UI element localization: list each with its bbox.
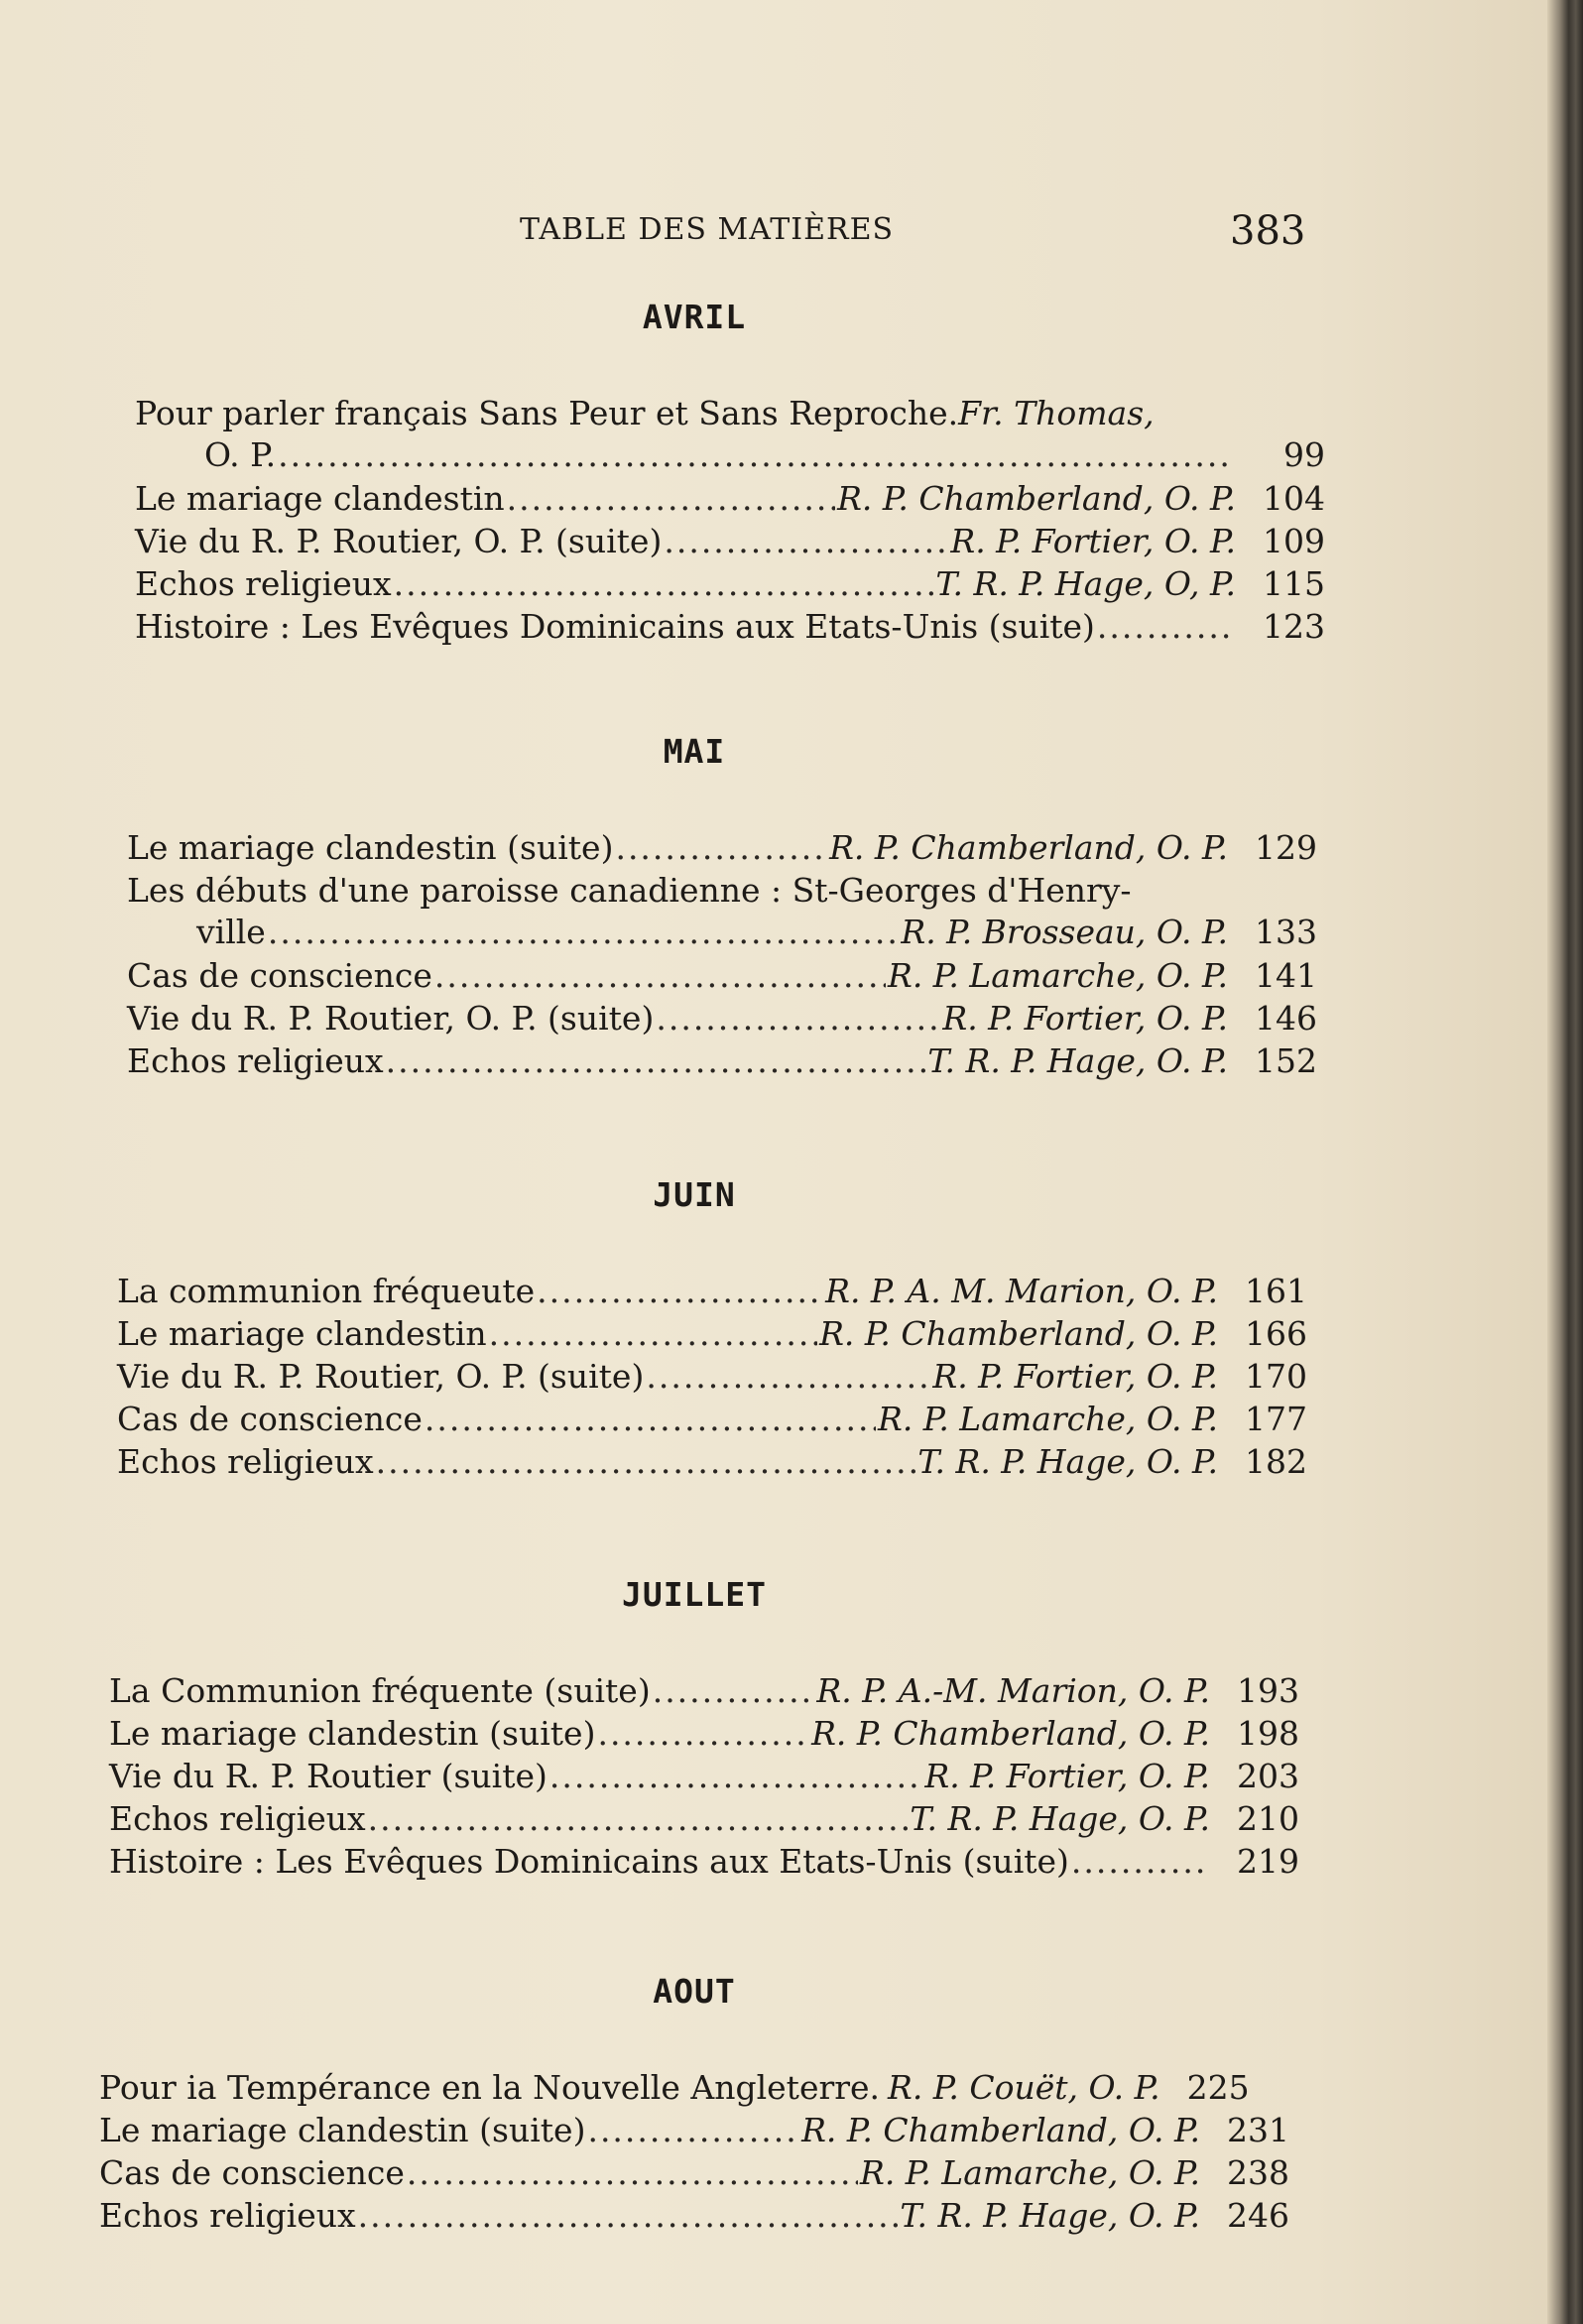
entry-author: R. P. Couët, O. P. xyxy=(888,2068,1160,2107)
entry-title: Echos religieux xyxy=(127,1041,384,1080)
dot-leader xyxy=(653,1670,815,1712)
entry-title: La communion fréqueute xyxy=(117,1272,536,1310)
entry-author-part: Fr. Thomas, xyxy=(958,394,1155,432)
entry-row xyxy=(109,1670,1299,1712)
toc-entry xyxy=(117,1399,1307,1440)
entry-author: R. P. Lamarche, O. P. xyxy=(887,956,1228,995)
toc-entry xyxy=(99,2195,1289,2237)
entry-page-number: 99 xyxy=(1283,435,1325,474)
page-number: 383 xyxy=(1230,208,1306,254)
toc-entry xyxy=(117,1356,1307,1398)
toc-entry xyxy=(99,2152,1289,2194)
toc-entry xyxy=(135,563,1325,605)
entry-page-number: 115 xyxy=(1263,564,1325,603)
toc-entry xyxy=(109,1841,1299,1883)
entry-author: R. P. A. M. Marion, O. P. xyxy=(825,1272,1218,1310)
entry-title: Pour ia Tempérance en la Nouvelle Angleterre. xyxy=(99,2068,881,2107)
entry-row xyxy=(99,2067,1289,2109)
entry-title: Le mariage clandestin xyxy=(117,1314,487,1353)
entry-row xyxy=(99,2110,1289,2151)
entry-title: La Communion fréquente (suite) xyxy=(109,1671,651,1710)
entry-page-number: 238 xyxy=(1227,2153,1289,2192)
entry-page-number: 231 xyxy=(1227,2111,1289,2149)
entry-author: R. P. Chamberland, O. P. xyxy=(811,1714,1210,1753)
dot-leader xyxy=(489,1313,817,1355)
dot-leader xyxy=(507,478,835,520)
dot-leader xyxy=(1071,1841,1208,1883)
dot-leader xyxy=(656,998,940,1040)
entry-row xyxy=(99,2152,1289,2194)
entry-page-number: 219 xyxy=(1237,1842,1299,1881)
entry-row xyxy=(117,1271,1307,1312)
entry-title: Le mariage clandestin (suite) xyxy=(127,828,614,867)
entry-title: O. P. xyxy=(204,435,277,474)
toc-entry xyxy=(135,478,1325,520)
entry-row xyxy=(109,1841,1299,1883)
entry-title: Histoire : Les Evêques Dominicains aux Etats-Unis (suite) xyxy=(135,607,1095,646)
entry-author: R. P. Chamberland, O. P. xyxy=(837,479,1236,518)
entry-page-number: 182 xyxy=(1245,1442,1307,1481)
entry-page-number: 109 xyxy=(1263,522,1325,560)
entry-author: R. P. Chamberland, O. P. xyxy=(801,2111,1200,2149)
toc-entry xyxy=(127,955,1317,997)
entry-title: Vie du R. P. Routier, O. P. (suite) xyxy=(117,1357,645,1396)
entry-page-number: 129 xyxy=(1255,828,1317,867)
toc-entry xyxy=(135,606,1325,648)
entry-page-number: 161 xyxy=(1245,1272,1307,1310)
entry-page-number: 193 xyxy=(1237,1671,1299,1710)
entry-title: Le mariage clandestin (suite) xyxy=(99,2111,586,2149)
toc-entry xyxy=(135,393,1325,476)
entry-author: T. R. P. Hage, O. P. xyxy=(900,2196,1200,2235)
entry-row xyxy=(127,912,1317,953)
entry-row xyxy=(117,1313,1307,1355)
entry-row xyxy=(99,2195,1289,2237)
entry-title: Echos religieux xyxy=(135,564,392,603)
dot-leader xyxy=(434,955,886,997)
entry-page-number: 225 xyxy=(1186,2068,1250,2107)
entry-page-number: 198 xyxy=(1237,1714,1299,1753)
dot-leader xyxy=(537,1271,823,1312)
entry-page-number: 210 xyxy=(1237,1799,1299,1838)
section-title: MAI xyxy=(663,732,726,771)
entry-author: T. R. P. Hage, O, P. xyxy=(935,564,1236,603)
entry-page-number: 203 xyxy=(1237,1757,1299,1795)
dot-leader xyxy=(597,1713,809,1755)
entry-page-number: 166 xyxy=(1245,1314,1307,1353)
entry-row xyxy=(127,955,1317,997)
entry-author: R. P. Lamarche, O. P. xyxy=(859,2153,1200,2192)
entry-row xyxy=(109,1756,1299,1797)
toc-entry xyxy=(99,2067,1289,2109)
entry-author: T. R. P. Hage, O. P. xyxy=(910,1799,1210,1838)
entry-title: Cas de conscience xyxy=(99,2153,405,2192)
entry-page-number: 152 xyxy=(1255,1041,1317,1080)
toc-entry xyxy=(127,870,1317,953)
entry-row xyxy=(127,998,1317,1040)
dot-leader xyxy=(386,1040,926,1082)
toc-entry xyxy=(109,1670,1299,1712)
entry-title: Vie du R. P. Routier, O. P. (suite) xyxy=(127,999,655,1038)
entry-title: ville xyxy=(196,913,266,951)
entry-row xyxy=(135,563,1325,605)
entry-title: Histoire : Les Evêques Dominicains aux Etats-Unis (suite) xyxy=(109,1842,1069,1881)
dot-leader xyxy=(1097,606,1234,648)
dot-leader xyxy=(425,1399,876,1440)
dot-leader xyxy=(358,2195,899,2237)
entry-author: R. P. Fortier, O. P. xyxy=(932,1357,1218,1396)
entry-title: Vie du R. P. Routier, O. P. (suite) xyxy=(135,522,663,560)
entry-author: R. P. Fortier, O. P. xyxy=(942,999,1228,1038)
page-header xyxy=(119,208,1309,268)
dot-leader xyxy=(587,2110,799,2151)
toc-entry xyxy=(117,1271,1307,1312)
entry-title-part: Pour parler français Sans Peur et Sans Reproche. xyxy=(135,394,959,432)
entry-row xyxy=(135,521,1325,562)
entry-title: Cas de conscience xyxy=(127,956,432,995)
entry-author: R. P. Lamarche, O. P. xyxy=(877,1400,1218,1438)
dot-leader xyxy=(278,434,1234,476)
entry-page-number: 133 xyxy=(1255,913,1317,951)
section-title: AOUT xyxy=(653,1972,736,2011)
entry-row xyxy=(127,1040,1317,1082)
dot-leader xyxy=(615,827,827,869)
toc-entry xyxy=(127,827,1317,869)
toc-entry xyxy=(109,1756,1299,1797)
section-title: AVRIL xyxy=(642,298,747,336)
entry-title-first-line xyxy=(135,393,1206,434)
entry-title: Cas de conscience xyxy=(117,1400,423,1438)
dot-leader xyxy=(407,2152,858,2194)
entry-row xyxy=(109,1713,1299,1755)
entry-row xyxy=(117,1399,1307,1440)
entry-row xyxy=(135,606,1325,648)
toc-entry xyxy=(135,521,1325,562)
entry-title: Vie du R. P. Routier (suite) xyxy=(109,1757,548,1795)
dot-leader xyxy=(646,1356,930,1398)
entry-page-number: 177 xyxy=(1245,1400,1307,1438)
dot-leader xyxy=(664,521,948,562)
dot-leader xyxy=(268,912,900,953)
entry-row xyxy=(117,1356,1307,1398)
entry-row xyxy=(135,478,1325,520)
entry-page-number: 146 xyxy=(1255,999,1317,1038)
entry-author: R. P. Fortier, O. P. xyxy=(924,1757,1210,1795)
toc-entry xyxy=(127,998,1317,1040)
toc-entry xyxy=(99,2110,1289,2151)
entry-author: R. P. A.-M. Marion, O. P. xyxy=(816,1671,1210,1710)
entry-title: Echos religieux xyxy=(109,1799,366,1838)
entry-author: R. P. Brosseau, O. P. xyxy=(901,913,1228,951)
section-title: JUILLET xyxy=(621,1575,768,1614)
entry-page-number: 123 xyxy=(1263,607,1325,646)
entry-title-first-line xyxy=(127,870,1198,912)
entry-title: Echos religieux xyxy=(99,2196,356,2235)
entry-row xyxy=(117,1441,1307,1483)
entry-author: R. P. Chamberland, O. P. xyxy=(819,1314,1218,1353)
toc-entry xyxy=(127,1040,1317,1082)
running-title: TABLE DES MATIÈRES xyxy=(520,212,895,247)
entry-row xyxy=(135,434,1325,476)
entry-title-part: Les débuts d'une paroisse canadienne : St-Georges d'Henry- xyxy=(127,871,1132,910)
toc-entry xyxy=(109,1798,1299,1840)
entry-author: R. P. Chamberland, O. P. xyxy=(829,828,1228,867)
entry-author: T. R. P. Hage, O. P. xyxy=(917,1442,1218,1481)
dot-leader xyxy=(394,563,934,605)
entry-page-number: 170 xyxy=(1245,1357,1307,1396)
entry-page-number: 104 xyxy=(1263,479,1325,518)
entry-page-number: 246 xyxy=(1227,2196,1289,2235)
toc-entry xyxy=(117,1441,1307,1483)
dot-leader xyxy=(368,1798,909,1840)
book-binding-edge xyxy=(1547,0,1583,2324)
entry-row xyxy=(127,827,1317,869)
entry-title: Le mariage clandestin (suite) xyxy=(109,1714,596,1753)
toc-entry xyxy=(117,1313,1307,1355)
entry-author: T. R. P. Hage, O. P. xyxy=(927,1041,1228,1080)
entry-row xyxy=(109,1798,1299,1840)
entry-author: R. P. Fortier, O. P. xyxy=(950,522,1236,560)
dot-leader xyxy=(549,1756,922,1797)
entry-title: Echos religieux xyxy=(117,1442,374,1481)
entry-title: Le mariage clandestin xyxy=(135,479,505,518)
entry-page-number: 141 xyxy=(1255,956,1317,995)
dot-leader xyxy=(376,1441,916,1483)
section-title: JUIN xyxy=(653,1175,736,1214)
toc-entry xyxy=(109,1713,1299,1755)
